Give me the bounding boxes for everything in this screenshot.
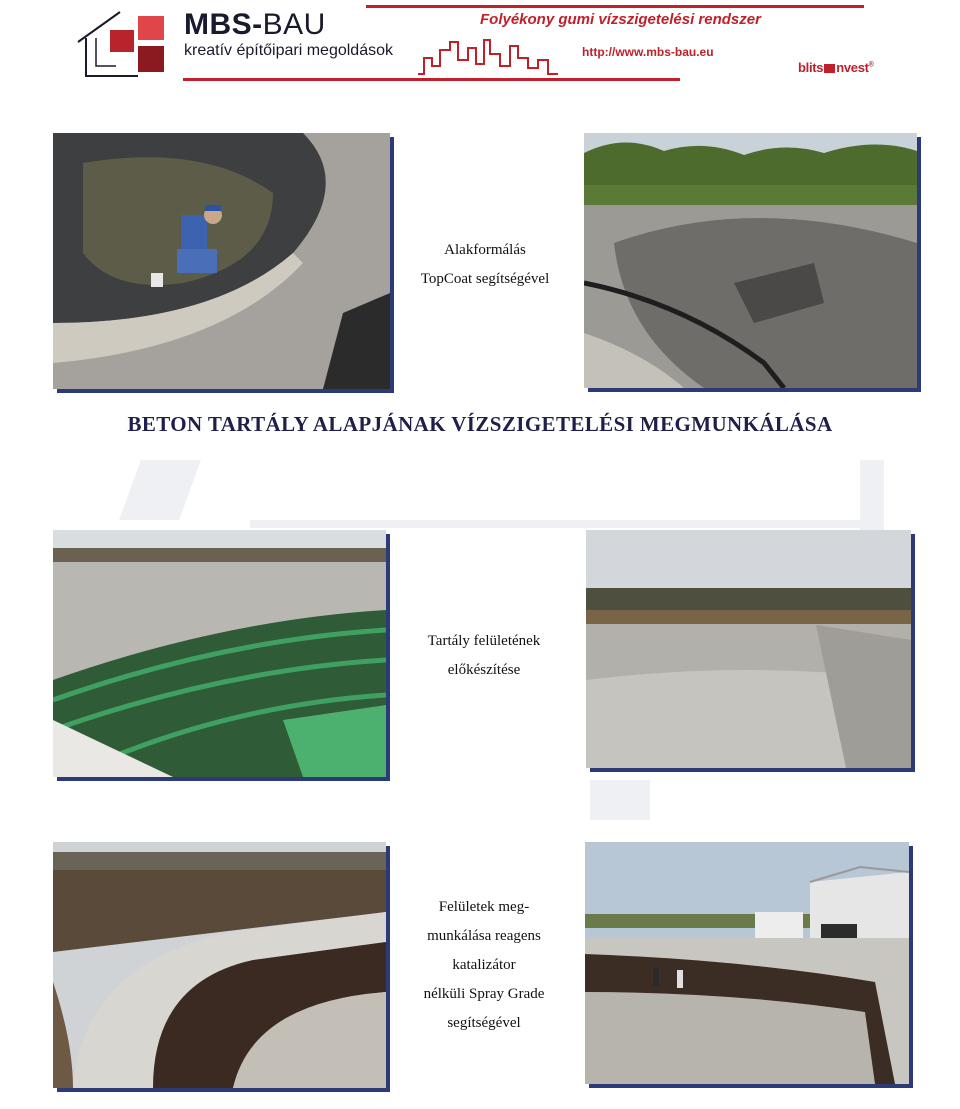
photo-empty-tank (586, 530, 911, 768)
website-link[interactable]: http://www.mbs-bau.eu (582, 45, 714, 59)
caption-spray-line-5: segítségével (447, 1015, 521, 1031)
brand-name-light: BAU (262, 8, 326, 41)
caption-shaping-line-2: TopCoat segítségével (420, 271, 550, 287)
background-watermark (590, 780, 650, 820)
caption-spray-line-3: katalizátor (452, 957, 516, 973)
header-tagline: Folyékony gumi vízszigetelési rendszer (480, 11, 761, 28)
brand-name (184, 8, 326, 42)
photo-spray-coating-tank (585, 842, 909, 1084)
header-top-divider (366, 5, 864, 8)
caption-spray-line-1: Felületek meg- (438, 899, 530, 915)
partner-logo: blits nvest® (798, 60, 874, 75)
brand-logo-mark (76, 8, 168, 78)
caption-shaping-line-1: Alakformálás (444, 242, 526, 258)
caption-shaping (385, 236, 585, 294)
photo-worker-shaping-pool (53, 133, 390, 389)
photo-tank-green-mesh (53, 530, 386, 777)
brand-subtitle: kreatív építőipari megoldások (184, 42, 393, 59)
photo-tank-wall-coated (53, 842, 386, 1088)
brand-name-bold: MBS- (184, 8, 263, 41)
caption-spray-line-4: nélküli Spray Grade (423, 986, 545, 1002)
caption-preparation (384, 627, 584, 685)
page-headline: BETON TARTÁLY ALAPJÁNAK VÍZSZIGETELÉSI MEGMUNKÁLÁSA (127, 412, 833, 436)
header-bottom-divider (183, 78, 680, 81)
caption-preparation-line-1: Tartály felületének (427, 633, 541, 649)
background-watermark (119, 460, 201, 520)
background-watermark (250, 520, 870, 528)
caption-spray (384, 893, 584, 1038)
caption-preparation-line-2: előkészítése (447, 662, 521, 678)
caption-spray-line-2: munkálása reagens (427, 928, 541, 944)
skyline-icon (418, 36, 558, 80)
photo-pool-lining-edge (584, 133, 917, 388)
